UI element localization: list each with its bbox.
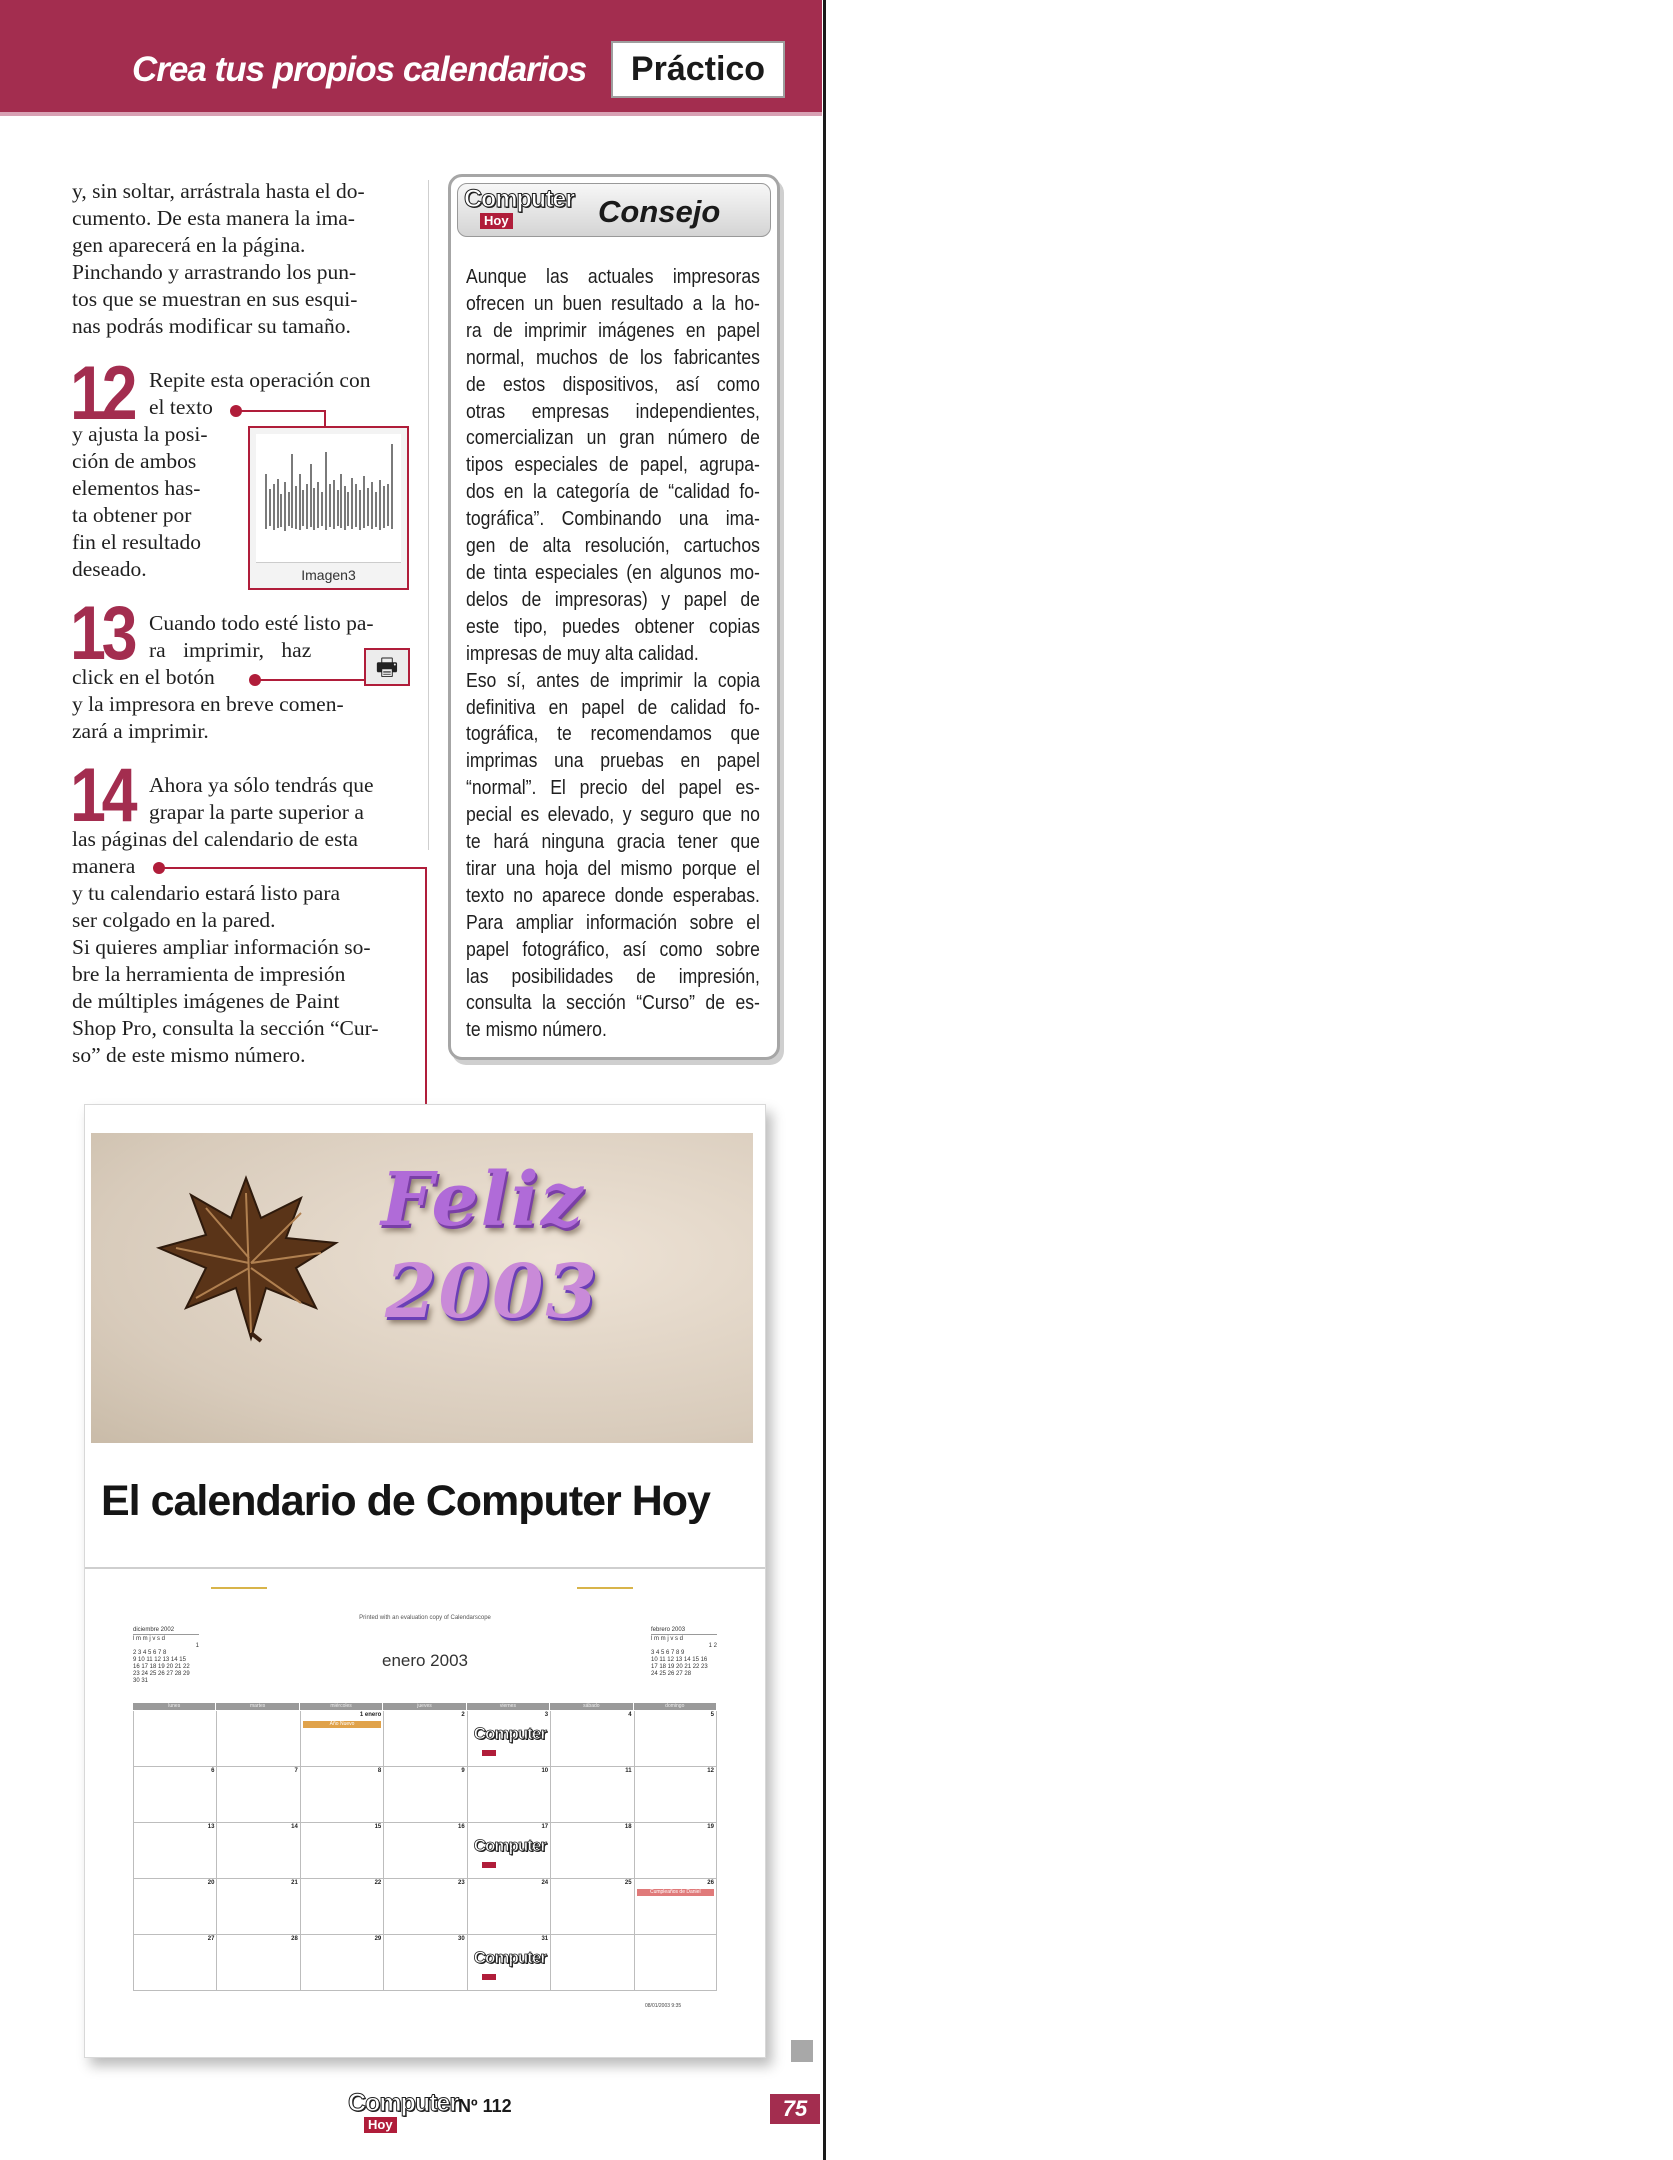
mini-calendar-dow: l m m j v s d — [651, 1636, 684, 1642]
day-cell — [634, 1935, 717, 1991]
weekday-header: lunes — [133, 1703, 215, 1710]
day-cell — [300, 1823, 383, 1879]
mini-calendar-row: 17 18 19 20 21 22 23 — [651, 1664, 708, 1670]
text-line: elementos has- — [72, 476, 201, 500]
day-cell — [550, 1879, 633, 1935]
callout-leader — [425, 867, 427, 1119]
text-line: Ahora ya sólo tendrás que — [149, 773, 374, 797]
text-line: de tinta especiales (en algunos mo- — [466, 561, 760, 584]
day-number: 7 — [294, 1768, 298, 1774]
text-line: ser colgado en la pared. — [72, 908, 276, 932]
day-cell — [300, 1935, 383, 1991]
brand-logo-word: Computer — [464, 185, 575, 213]
mini-calendar-row: 24 25 26 27 28 — [651, 1671, 692, 1677]
day-cell — [467, 1879, 550, 1935]
text-line: y tu calendario estará listo para — [72, 881, 341, 905]
callout-leader — [159, 867, 427, 869]
brand-logo-badge: Hoy — [364, 2117, 397, 2133]
text-line: Repite esta operación con — [149, 368, 371, 392]
text-line: Aunque las actuales impresoras — [466, 266, 760, 288]
mini-calendar-row: 2 3 4 5 6 7 8 — [133, 1650, 167, 1656]
thumbnail-label: Imagen3 — [301, 567, 356, 583]
brand-logo-watermark — [474, 1837, 546, 1873]
page-number: 75 — [770, 2094, 820, 2124]
day-cell — [467, 1711, 550, 1767]
day-cell — [133, 1879, 216, 1935]
fold-line — [85, 1567, 765, 1569]
event-birthday: Cumpleaños de Daniel — [637, 1889, 714, 1896]
text-line: ofrecen un buen resultado a la ho- — [466, 292, 760, 315]
day-number: 20 — [207, 1880, 215, 1886]
mini-calendar-title: diciembre 2002 — [133, 1627, 199, 1635]
tip-box-text — [466, 264, 760, 1044]
text-line: otras empresas independientes, — [466, 400, 760, 423]
text-line: manera — [72, 854, 136, 878]
month-grid — [133, 1703, 717, 1995]
mini-calendar-dow: l m m j v s d — [133, 1636, 166, 1642]
text-line: cumento. De esta manera la ima- — [72, 206, 355, 230]
mini-calendar-prev — [133, 1627, 199, 1685]
brand-logo-word: Computer — [473, 1724, 546, 1743]
callout-leader — [236, 410, 326, 412]
day-cell — [383, 1935, 466, 1991]
text-line: este tipo, puedes obtener copias — [466, 615, 760, 638]
text-line: gen de alta resolución, cartuchos — [466, 535, 760, 558]
issue-number: Nº 112 — [458, 2096, 512, 2116]
brand-logo-word: Computer — [473, 1836, 546, 1855]
greeting-feliz: Feliz — [381, 1157, 585, 1243]
text-line: bre la herramienta de impresión — [72, 962, 346, 986]
leaf-image — [151, 1173, 341, 1343]
day-cell — [133, 1935, 216, 1991]
day-number: 16 — [458, 1824, 465, 1830]
text-line: Shop Pro, consulta la sección “Cur- — [72, 1016, 379, 1040]
section-tag: Práctico — [611, 41, 785, 98]
day-number: 18 — [624, 1824, 632, 1830]
text-line: Pinchando y arrastrando los pun- — [72, 260, 357, 284]
day-number: 10 — [541, 1768, 549, 1774]
text-line: Cuando todo esté listo pa- — [149, 611, 374, 635]
day-number: 24 — [541, 1880, 549, 1886]
brand-logo — [464, 186, 574, 230]
text-line: imprimas una pruebas en papel — [466, 750, 760, 773]
evaluation-note: Printed with an evaluation copy of Calendarscope — [359, 1615, 491, 1621]
day-number: 12 — [707, 1768, 714, 1774]
day-cell — [133, 1767, 216, 1823]
brand-logo-badge: Hoy — [480, 213, 513, 229]
text-line: dos en la categoría de “calidad fo- — [466, 481, 760, 504]
text-line: ción de ambos — [72, 449, 197, 473]
day-number: 19 — [707, 1824, 714, 1830]
step-number: 13 — [70, 591, 134, 676]
day-cell — [216, 1767, 299, 1823]
text-line: tográfica”. Combinando una ima- — [466, 508, 760, 531]
text-line: Eso sí, antes de imprimir la copia — [466, 669, 760, 692]
brand-logo-word: Computer — [348, 2089, 459, 2117]
step-number: 12 — [70, 351, 134, 436]
weekday-header: martes — [216, 1703, 298, 1710]
text-line: click en el botón — [72, 665, 215, 689]
brand-logo-badge — [482, 1974, 496, 1980]
day-cell — [467, 1935, 550, 1991]
brand-logo-watermark — [474, 1725, 546, 1761]
brand-logo-badge — [482, 1862, 496, 1868]
mini-calendar-row: 16 17 18 19 20 21 22 — [133, 1664, 190, 1670]
text-line: tipos especiales de papel, agrupa- — [466, 454, 760, 477]
text-line: ra de imprimir imágenes en papel — [466, 319, 760, 342]
month-title: enero 2003 — [381, 1651, 469, 1670]
weekday-header: viernes — [467, 1703, 549, 1710]
text-line: normal, muchos de los fabricantes — [466, 346, 760, 369]
text-line: gen aparecerá en la página. — [72, 233, 306, 257]
mini-calendar-next — [651, 1627, 717, 1678]
text-line: y la impresora en breve comen- — [72, 692, 344, 716]
day-cell — [550, 1767, 633, 1823]
binding-mark — [211, 1587, 267, 1589]
column-rule — [428, 180, 429, 850]
day-cell — [634, 1879, 717, 1935]
text-line: las posibilidades de impresión, — [466, 965, 760, 988]
day-number: 17 — [541, 1824, 549, 1830]
text-line: so” de este mismo número. — [72, 1043, 306, 1067]
mini-calendar-row: 30 31 — [133, 1678, 149, 1684]
day-cell — [216, 1711, 299, 1767]
print-timestamp: 08/01/2003 9:35 — [645, 2003, 682, 2009]
mini-calendar-row: 1 — [195, 1643, 199, 1649]
text-line: y ajusta la posi- — [72, 422, 208, 446]
mini-calendar-row: 1 2 — [708, 1643, 717, 1649]
day-number: 28 — [291, 1936, 298, 1942]
text-line: te mismo número. — [466, 1019, 607, 1042]
day-number: 22 — [374, 1880, 382, 1886]
weekday-header: miércoles — [300, 1703, 382, 1710]
day-cell — [550, 1935, 633, 1991]
end-mark — [791, 2040, 813, 2062]
text-line: “normal”. El precio del papel es- — [466, 777, 760, 800]
mini-calendar-row: 23 24 25 26 27 28 29 — [133, 1671, 190, 1677]
day-cell — [383, 1823, 466, 1879]
day-number: 26 — [707, 1880, 714, 1886]
day-cell — [216, 1823, 299, 1879]
day-cell — [383, 1767, 466, 1823]
brand-logo-watermark — [474, 1949, 546, 1985]
day-number: 29 — [374, 1936, 382, 1942]
day-number: 25 — [624, 1880, 632, 1886]
page-edge-rule — [823, 0, 826, 2160]
day-cell — [550, 1711, 633, 1767]
day-number: 1 enero — [359, 1712, 382, 1718]
event-new-year: Año Nuevo — [303, 1721, 381, 1728]
text-line: Si quieres ampliar información so- — [72, 935, 371, 959]
text-line: Para ampliar información sobre el — [466, 911, 760, 934]
text-line: de estos dispositivos, así como — [466, 373, 760, 396]
day-cell — [216, 1935, 299, 1991]
day-cell — [216, 1879, 299, 1935]
tip-box-title: Consejo — [598, 194, 721, 229]
section-title: Crea tus propios calendarios — [132, 50, 587, 89]
text-line: tográfica, te recomendamos que — [466, 723, 760, 746]
text-line: tos que se muestran en sus esqui- — [72, 287, 358, 311]
day-cell — [634, 1711, 717, 1767]
day-number: 5 — [710, 1712, 714, 1718]
day-cell — [467, 1823, 550, 1879]
text-line: el texto — [149, 395, 213, 419]
callout-leader — [255, 679, 365, 681]
text-line: impresas de muy alta calidad. — [466, 642, 699, 665]
day-number: 27 — [207, 1936, 215, 1942]
day-cell — [634, 1767, 717, 1823]
step-number: 14 — [70, 753, 134, 838]
day-cell — [634, 1823, 717, 1879]
text-line: nas podrás modificar su tamaño. — [72, 314, 351, 338]
text-line: texto no aparece donde esperabas. — [466, 884, 760, 907]
text-line: papel fotográfico, así como sobre — [466, 938, 760, 961]
text-line: deseado. — [72, 557, 147, 581]
text-line: tirar una hoja del mismo porque el — [466, 857, 760, 880]
text-line: te hará ninguna gracia tener que — [466, 831, 760, 854]
day-cell — [383, 1711, 466, 1767]
calendar-page-image — [84, 1104, 766, 2058]
text-line: comercializan un gran número de — [466, 427, 760, 450]
day-number: 21 — [291, 1880, 298, 1886]
day-number: 23 — [458, 1880, 465, 1886]
text-line: las páginas del calendario de esta — [72, 827, 358, 851]
day-number: 3 — [544, 1712, 549, 1718]
calendar-title: El calendario de Computer Hoy — [101, 1477, 710, 1525]
weekday-header: domingo — [634, 1703, 716, 1710]
day-number: 15 — [374, 1824, 382, 1830]
day-cell — [133, 1823, 216, 1879]
text-line: consulta la sección “Curso” de es- — [466, 992, 760, 1015]
day-number: 9 — [461, 1768, 465, 1774]
brand-logo-word: Computer — [473, 1948, 546, 1967]
weekday-header: jueves — [383, 1703, 465, 1710]
text-line: fin el resultado — [72, 530, 201, 554]
day-number: 31 — [541, 1936, 549, 1942]
day-cell — [133, 1711, 216, 1767]
day-cell — [300, 1767, 383, 1823]
mini-calendar-row: 3 4 5 6 7 8 9 — [651, 1650, 685, 1656]
day-cell — [467, 1767, 550, 1823]
day-number: 11 — [625, 1768, 632, 1774]
text-line: de múltiples imágenes de Paint — [72, 989, 340, 1013]
text-line: ra imprimir, haz — [149, 638, 312, 662]
mini-calendar-title: febrero 2003 — [651, 1627, 717, 1635]
day-cell — [300, 1711, 383, 1767]
day-number: 4 — [628, 1712, 632, 1718]
text-line: grapar la parte superior a — [149, 800, 364, 824]
text-line: ta obtener por — [72, 503, 192, 527]
day-number: 13 — [207, 1824, 215, 1830]
text-line: definitiva en papel de calidad fo- — [466, 696, 760, 719]
text-image-thumbnail — [248, 426, 409, 590]
greeting-year: 2003 — [385, 1249, 599, 1335]
day-number: 8 — [377, 1768, 382, 1774]
text-line: zará a imprimir. — [72, 719, 209, 743]
callout-leader — [324, 410, 326, 426]
calendar-photo — [91, 1133, 753, 1443]
text-line: y, sin soltar, arrástrala hasta el do- — [72, 179, 365, 203]
day-number: 2 — [461, 1712, 465, 1718]
day-number: 6 — [211, 1768, 215, 1774]
handwritten-text-preview — [256, 434, 401, 563]
day-number: 30 — [458, 1936, 465, 1942]
printer-icon: 🖶 — [364, 648, 410, 686]
weekday-header: sábado — [550, 1703, 632, 1710]
text-line: pecial es elevado, y seguro que no — [466, 804, 760, 827]
brand-logo-badge — [482, 1750, 496, 1756]
day-number: 14 — [291, 1824, 298, 1830]
day-cell — [550, 1823, 633, 1879]
tip-box-header — [457, 183, 771, 237]
day-cell — [383, 1879, 466, 1935]
mini-calendar-row: 9 10 11 12 13 14 15 — [133, 1657, 186, 1663]
footer-brand-logo — [348, 2090, 458, 2134]
mini-calendar-row: 10 11 12 13 14 15 16 — [651, 1657, 708, 1663]
text-line: delos de impresoras) y papel de — [466, 588, 760, 611]
binding-mark — [577, 1587, 633, 1589]
day-cell — [300, 1879, 383, 1935]
